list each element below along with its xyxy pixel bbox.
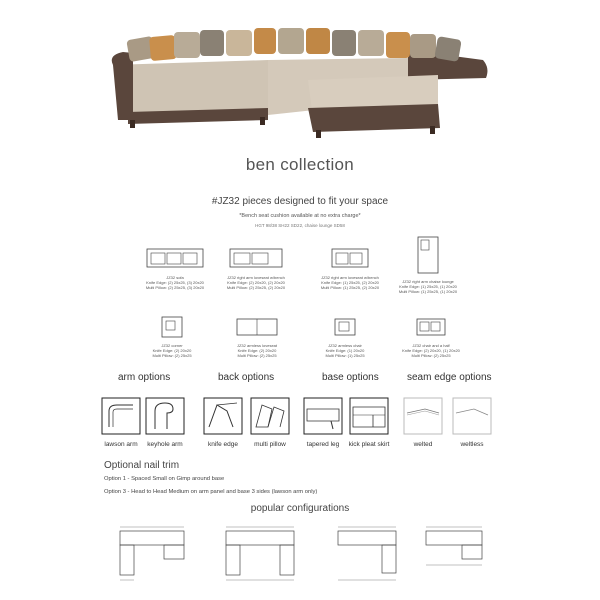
piece-knife: Knife Edge: (2) 25x25, (3) 20x20 [146, 280, 204, 285]
knife-edge-icon [203, 397, 243, 435]
piece-name: JZ32 armless loveseat [236, 343, 277, 348]
piece-multi: Multi Pillow: (1) 25x25, (2) 20x20 [320, 285, 380, 290]
nail-trim-heading: Optional nail trim [104, 460, 180, 471]
seam-options-title: seam edge options [407, 372, 492, 383]
piece-armless-loveseat [235, 315, 279, 358]
collection-title: ben collection [245, 155, 355, 174]
keyhole-arm-icon [145, 397, 185, 435]
piece-knife: Knife Edge: (2) 20x20, (2) 20x20 [227, 280, 285, 285]
piece-multi: Multi Pillow: (2) 25x25 [152, 353, 192, 358]
bench-note: *Bench seat cushion available at no extra charge* [239, 213, 361, 219]
piece-loveseat-bench-1 [226, 245, 286, 290]
piece-knife: Knife Edge: (2) 20x20 [152, 348, 192, 353]
option-label: keyhole arm [147, 441, 183, 448]
tapered-leg-icon [303, 397, 343, 435]
kick-pleat-skirt-icon [349, 397, 389, 435]
piece-multi: Multi Pillow: (1) 25x25 [325, 353, 365, 358]
piece-multi: Multi Pillow: (2) 25x25, (2) 20x20 [226, 285, 286, 290]
base-options-title: base options [322, 372, 379, 383]
piece-name: JZ32 corner [161, 343, 183, 348]
piece-knife: Knife Edge: (2) 20x20, (1) 20x20 [402, 348, 460, 353]
piece-knife: Knife Edge: (2) 20x20 [237, 348, 277, 353]
piece-chaise [398, 235, 458, 294]
welted-icon [403, 397, 443, 435]
lawson-arm-icon [101, 397, 141, 435]
piece-loveseat-bench-2 [320, 245, 380, 290]
back-options-title: back options [218, 372, 275, 383]
piece-knife: Knife Edge: (1) 20x20 [325, 348, 365, 353]
configuration-1 [116, 523, 188, 583]
option-label: welted [413, 441, 433, 448]
option-label: knife edge [208, 441, 238, 448]
sofa-photo [108, 20, 493, 150]
popular-configurations-title: popular configurations [250, 503, 350, 514]
piece-multi: Multi Pillow: (2) 25x25, (3) 20x20 [145, 285, 205, 290]
piece-name: JZ32 armless chair [328, 343, 362, 348]
piece-sofa [145, 245, 205, 290]
weltless-icon [452, 397, 492, 435]
piece-name: JZ32 sofa [166, 275, 184, 280]
piece-multi: Multi Pillow: (1) 25x25, (1) 20x20 [398, 289, 458, 294]
option-label: multi pillow [254, 441, 286, 448]
piece-name: JZ32 chair and a half [412, 343, 450, 348]
arm-options-title: arm options [118, 372, 171, 383]
configuration-3 [334, 523, 400, 583]
option-label: weltless [460, 441, 484, 448]
configuration-4 [422, 523, 486, 573]
option-label: tapered leg [306, 441, 340, 448]
piece-multi: Multi Pillow: (2) 25x25 [237, 353, 277, 358]
piece-knife: Knife Edge: (1) 25x25, (1) 20x20 [399, 284, 457, 289]
collection-subtitle: #JZ32 pieces designed to fit your space [211, 196, 389, 207]
piece-name: JZ32 right arm chaise lounge [402, 279, 454, 284]
piece-multi: Multi Pillow: (2) 25x25 [411, 353, 451, 358]
option-label: lawson arm [104, 441, 138, 448]
piece-corner [152, 315, 192, 358]
piece-armless-chair [325, 315, 365, 358]
configuration-2 [222, 523, 298, 583]
piece-name: JZ32 right arm loveseat w/bench [321, 275, 379, 280]
nail-option-3: Option 3 - Head to Head Medium on arm panel and base 3 sides (lawson arm only) [104, 489, 318, 495]
piece-chair-and-half [402, 315, 460, 358]
piece-name: JZ32 right arm loveseat w/bench [227, 275, 285, 280]
option-label: kick pleat skirt [348, 441, 390, 448]
piece-knife: Knife Edge: (1) 25x25, (2) 20x20 [321, 280, 379, 285]
dimensions-note: HGT 98/38 SH22 SD22, chaise lounge SD58 [255, 223, 345, 228]
nail-option-1: Option 1 - Spaced Small on Gimp around base [104, 476, 225, 482]
multi-pillow-icon [250, 397, 290, 435]
